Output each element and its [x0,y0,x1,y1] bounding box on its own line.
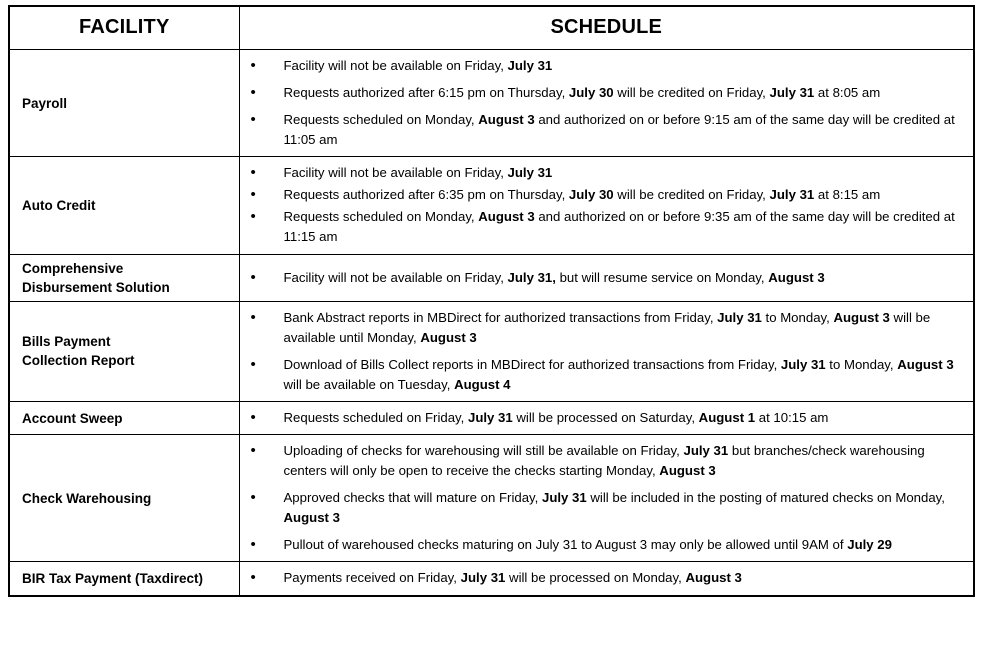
table-row [9,435,974,562]
emphasized-date: July 30 [568,187,614,203]
emphasized-date: July 31, [507,269,556,285]
emphasized-date: July 31 [542,490,587,506]
emphasized-date: August 3 [478,209,535,225]
schedule-details [239,435,974,562]
emphasized-date: August 1 [698,410,756,426]
schedule-details [239,402,974,435]
emphasized-date: August 4 [454,377,511,392]
emphasized-date: July 31 [460,570,506,586]
table-body [9,50,974,596]
emphasized-date: July 30 [568,85,614,101]
schedule-bullet-list [244,568,964,588]
emphasized-date: August 3 [478,112,535,128]
emphasized-date: July 31 [683,443,729,459]
table-row [9,562,974,596]
bullet-text: Approved checks that will mature on Friday, [283,490,542,506]
bullet-text: Requests scheduled on Friday, [283,410,468,426]
table-row [9,402,974,435]
emphasized-date: July 31 [507,165,553,181]
bullet-text: at 8:15 am [814,187,881,203]
schedule-bullet-list [244,308,964,395]
schedule-details [239,157,974,254]
table-row [9,157,974,254]
bullet-text: but will resume service on Monday, [555,269,769,285]
facility-label: Bills Payment Collection Report [9,301,239,401]
emphasized-date: August 3 [833,309,890,325]
schedule-bullet-item [244,110,964,150]
schedule-bullet-list [244,441,964,555]
facility-label: Account Sweep [9,402,239,435]
bullet-text: and authorized on or before 9:35 am of the same day will be credited at 11:15 am [283,209,955,245]
facility-label: Check Warehousing [9,435,239,562]
schedule-bullet-item [244,488,964,528]
bullet-text: at 10:15 am [755,410,829,426]
bullet-text: Facility will not be available on Friday, [283,165,508,181]
emphasized-date: July 31 [717,309,762,325]
emphasized-date: August 3 [685,570,742,586]
bullet-text: Uploading of checks for warehousing will still be available on Friday, [283,443,684,459]
bullet-text: Requests scheduled on Monday, [283,209,479,225]
bullet-text: Bank Abstract reports in MBDirect for authorized transactions from Friday, [283,309,718,325]
bullet-text: to Monday, [761,309,834,325]
facility-label: Auto Credit [9,157,239,254]
schedule-bullet-item [244,163,964,183]
schedule-bullet-item [244,568,964,588]
bullet-text: will be credited on Friday, [613,85,770,101]
bullet-text: Facility will not be available on Friday, [283,269,508,285]
bullet-text: but branches/check warehousing centers will only be open to receive the checks starting Monday, [283,443,925,479]
emphasized-date: July 31 [780,356,826,372]
emphasized-date: July 31 [507,58,553,73]
facility-label: Comprehensive Disbursement Solution [9,254,239,301]
schedule-bullet-list [244,268,964,288]
bullet-text: will be processed on Monday, [505,570,686,586]
schedule-bullet-item [244,408,964,428]
bullet-text: will be included in the posting of matured checks on Monday, [586,490,945,506]
schedule-bullet-list [244,163,964,247]
facility-label: BIR Tax Payment (Taxdirect) [9,562,239,596]
bullet-text: Requests authorized after 6:35 pm on Thursday, [283,187,569,203]
schedule-bullet-list [244,56,964,150]
schedule-bullet-list [244,408,964,428]
table-header [9,6,974,50]
emphasized-date: August 3 [659,463,716,479]
schedule-details [239,50,974,157]
emphasized-date: July 31 [769,187,815,203]
schedule-bullet-item [244,535,964,555]
table-row [9,50,974,157]
emphasized-date: July 29 [847,537,892,553]
bullet-text: Payments received on Friday, [283,570,461,586]
bullet-text: and authorized on or before 9:15 am of the same day will be credited at 11:05 am [283,112,955,148]
schedule-bullet-item [244,355,964,395]
schedule-details [239,301,974,401]
schedule-bullet-item [244,83,964,103]
facility-schedule-table [8,5,975,597]
emphasized-date: August 3 [283,510,340,526]
facility-label: Payroll [9,50,239,157]
emphasized-date: July 31 [769,85,815,101]
bullet-text: Pullout of warehoused checks maturing on July 31 to August 3 may only be allowed until 9AM of [283,537,848,553]
bullet-text: will be credited on Friday, [613,187,770,203]
schedule-bullet-item [244,56,964,76]
schedule-bullet-item [244,185,964,205]
table-row [9,254,974,301]
bullet-text: will be processed on Saturday, [512,410,699,426]
schedule-bullet-item [244,308,964,348]
schedule-details [239,254,974,301]
schedule-bullet-item [244,268,964,288]
bullet-text: Facility will not be available on Friday, [283,58,508,73]
table-row [9,301,974,401]
emphasized-date: August 3 [420,329,477,345]
bullet-text: will be available on Tuesday, [283,377,455,392]
emphasized-date: August 3 [897,356,954,372]
bullet-text: Requests scheduled on Monday, [283,112,479,128]
schedule-details [239,562,974,596]
bullet-text: Requests authorized after 6:15 pm on Thursday, [283,85,569,101]
emphasized-date: July 31 [467,410,513,426]
bullet-text: to Monday, [825,356,898,372]
schedule-bullet-item [244,441,964,481]
schedule-bullet-item [244,207,964,247]
header-row [9,6,974,50]
column-header-facility: FACILITY [9,6,239,50]
column-header-schedule: SCHEDULE [239,6,974,50]
bullet-text: Download of Bills Collect reports in MBDirect for authorized transactions from Friday, [283,356,781,372]
bullet-text: at 8:05 am [814,85,881,101]
bullet-text: will be available until Monday, [283,309,931,345]
emphasized-date: August 3 [768,269,825,285]
